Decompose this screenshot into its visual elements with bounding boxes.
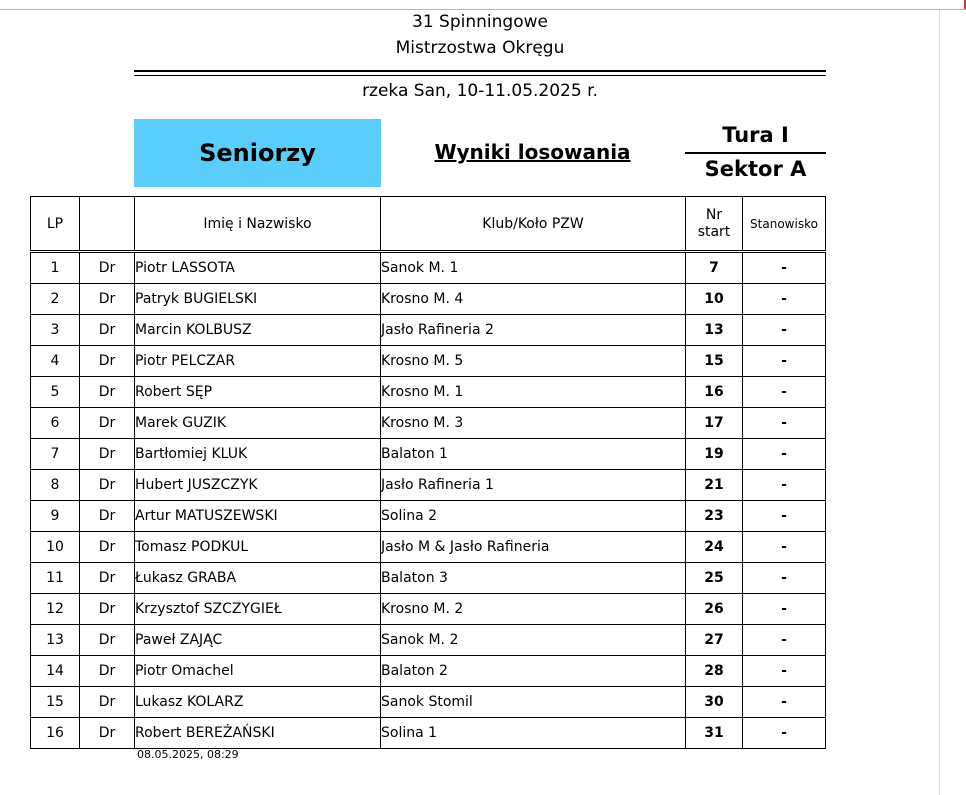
cell-club: Krosno M. 1: [381, 377, 686, 408]
table-row: [31, 315, 826, 346]
cell-start-number: 27: [686, 625, 743, 656]
title-divider: [134, 70, 826, 72]
cell-category: Dr: [80, 408, 135, 439]
cell-start-number: 19: [686, 439, 743, 470]
cell-category: Dr: [80, 656, 135, 687]
cell-start-number: 28: [686, 656, 743, 687]
cell-category: Dr: [80, 252, 135, 284]
cell-start-number: 7: [686, 252, 743, 284]
column-header-start: [686, 197, 743, 252]
table-row: [31, 625, 826, 656]
cell-name: Piotr Omachel: [135, 656, 381, 687]
table-row: [31, 408, 826, 439]
cell-club: Balaton 1: [381, 439, 686, 470]
cell-club: Solina 1: [381, 718, 686, 749]
cell-name: Artur MATUSZEWSKI: [135, 501, 381, 532]
window-top-bar: [0, 0, 966, 10]
table-row: [31, 532, 826, 563]
cell-club: Krosno M. 2: [381, 594, 686, 625]
cell-position: -: [743, 408, 826, 439]
cell-category: Dr: [80, 284, 135, 315]
cell-lp: 12: [31, 594, 80, 625]
cell-start-number: 17: [686, 408, 743, 439]
cell-start-number: 24: [686, 532, 743, 563]
cell-position: -: [743, 625, 826, 656]
event-location-date: rzeka San, 10-11.05.2025 r.: [362, 81, 598, 101]
cell-lp: 10: [31, 532, 80, 563]
table-row: [31, 470, 826, 501]
cell-club: Krosno M. 5: [381, 346, 686, 377]
cell-name: Marek GUZIK: [135, 408, 381, 439]
round-label: Tura I: [722, 123, 789, 147]
cell-category: Dr: [80, 563, 135, 594]
cell-start-number: 21: [686, 470, 743, 501]
table-row: [31, 687, 826, 718]
page-right-edge: [939, 10, 940, 795]
cell-position: -: [743, 439, 826, 470]
title-divider-thin: [134, 75, 826, 76]
cell-position: -: [743, 718, 826, 749]
cell-name: Tomasz PODKUL: [135, 532, 381, 563]
cell-club: Sanok M. 1: [381, 252, 686, 284]
cell-start-number: 13: [686, 315, 743, 346]
document-title-line1: 31 Spinningowe: [412, 12, 548, 32]
cell-lp: 15: [31, 687, 80, 718]
cell-position: -: [743, 563, 826, 594]
cell-name: Robert SĘP: [135, 377, 381, 408]
category-label: Seniorzy: [134, 119, 381, 187]
cell-lp: 5: [31, 377, 80, 408]
cell-name: Lukasz KOLARZ: [135, 687, 381, 718]
table-row: [31, 346, 826, 377]
cell-lp: 14: [31, 656, 80, 687]
column-header-name: Imię i Nazwisko: [135, 197, 381, 252]
cell-category: Dr: [80, 718, 135, 749]
cell-club: Jasło M & Jasło Rafineria: [381, 532, 686, 563]
cell-club: Solina 2: [381, 501, 686, 532]
table-row: [31, 501, 826, 532]
cell-lp: 6: [31, 408, 80, 439]
cell-position: -: [743, 346, 826, 377]
cell-category: Dr: [80, 315, 135, 346]
cell-position: -: [743, 284, 826, 315]
results-title: Wyniki losowania: [434, 140, 631, 164]
cell-club: Krosno M. 3: [381, 408, 686, 439]
cell-lp: 16: [31, 718, 80, 749]
cell-category: Dr: [80, 377, 135, 408]
cell-category: Dr: [80, 625, 135, 656]
column-header-club: Klub/Koło PZW: [381, 197, 686, 252]
cell-club: Krosno M. 4: [381, 284, 686, 315]
cell-category: Dr: [80, 501, 135, 532]
cell-lp: 9: [31, 501, 80, 532]
cell-name: Piotr PELCZAR: [135, 346, 381, 377]
start-header-line2: start: [697, 223, 731, 240]
cell-start-number: 15: [686, 346, 743, 377]
cell-name: Krzysztof SZCZYGIEŁ: [135, 594, 381, 625]
cell-category: Dr: [80, 687, 135, 718]
cell-lp: 13: [31, 625, 80, 656]
cell-club: Balaton 2: [381, 656, 686, 687]
cell-position: -: [743, 501, 826, 532]
cell-club: Balaton 3: [381, 563, 686, 594]
cell-category: Dr: [80, 532, 135, 563]
cell-lp: 1: [31, 252, 80, 284]
cell-club: Sanok Stomil: [381, 687, 686, 718]
cell-lp: 8: [31, 470, 80, 501]
start-header-line1: Nr: [705, 206, 723, 223]
cell-start-number: 25: [686, 563, 743, 594]
cell-category: Dr: [80, 470, 135, 501]
cell-start-number: 30: [686, 687, 743, 718]
cell-position: -: [743, 532, 826, 563]
column-header-position: Stanowisko: [743, 197, 826, 252]
cell-club: Jasło Rafineria 1: [381, 470, 686, 501]
cell-name: Marcin KOLBUSZ: [135, 315, 381, 346]
table-row: [31, 656, 826, 687]
cell-start-number: 16: [686, 377, 743, 408]
cell-position: -: [743, 377, 826, 408]
cell-lp: 4: [31, 346, 80, 377]
cell-club: Sanok M. 2: [381, 625, 686, 656]
cell-position: -: [743, 687, 826, 718]
results-table: [30, 196, 826, 749]
cell-category: Dr: [80, 594, 135, 625]
table-row: [31, 594, 826, 625]
table-row: [31, 439, 826, 470]
cell-lp: 11: [31, 563, 80, 594]
cell-start-number: 31: [686, 718, 743, 749]
cell-position: -: [743, 594, 826, 625]
cell-position: -: [743, 315, 826, 346]
cell-name: Paweł ZAJĄC: [135, 625, 381, 656]
table-row: [31, 377, 826, 408]
cell-lp: 2: [31, 284, 80, 315]
cell-lp: 7: [31, 439, 80, 470]
cell-position: -: [743, 656, 826, 687]
cell-category: Dr: [80, 439, 135, 470]
column-header-lp: LP: [31, 197, 80, 252]
table-row: [31, 563, 826, 594]
sector-label: Sektor A: [704, 157, 807, 181]
table-row: [31, 718, 826, 749]
round-divider: [685, 152, 826, 154]
table-row: [31, 284, 826, 315]
print-timestamp: 08.05.2025, 08:29: [137, 748, 239, 761]
cell-category: Dr: [80, 346, 135, 377]
table-row: [31, 252, 826, 284]
cell-position: -: [743, 470, 826, 501]
cell-position: -: [743, 252, 826, 284]
cell-name: Łukasz GRABA: [135, 563, 381, 594]
column-header-category: [80, 197, 135, 252]
cell-lp: 3: [31, 315, 80, 346]
cell-name: Bartłomiej KLUK: [135, 439, 381, 470]
cell-name: Hubert JUSZCZYK: [135, 470, 381, 501]
cell-name: Piotr LASSOTA: [135, 252, 381, 284]
cell-club: Jasło Rafineria 2: [381, 315, 686, 346]
cell-start-number: 23: [686, 501, 743, 532]
table-header-row: [31, 197, 826, 252]
document-title-line2: Mistrzostwa Okręgu: [395, 38, 565, 58]
cell-start-number: 10: [686, 284, 743, 315]
cell-name: Patryk BUGIELSKI: [135, 284, 381, 315]
cell-start-number: 26: [686, 594, 743, 625]
cell-name: Robert BEREŻAŃSKI: [135, 718, 381, 749]
